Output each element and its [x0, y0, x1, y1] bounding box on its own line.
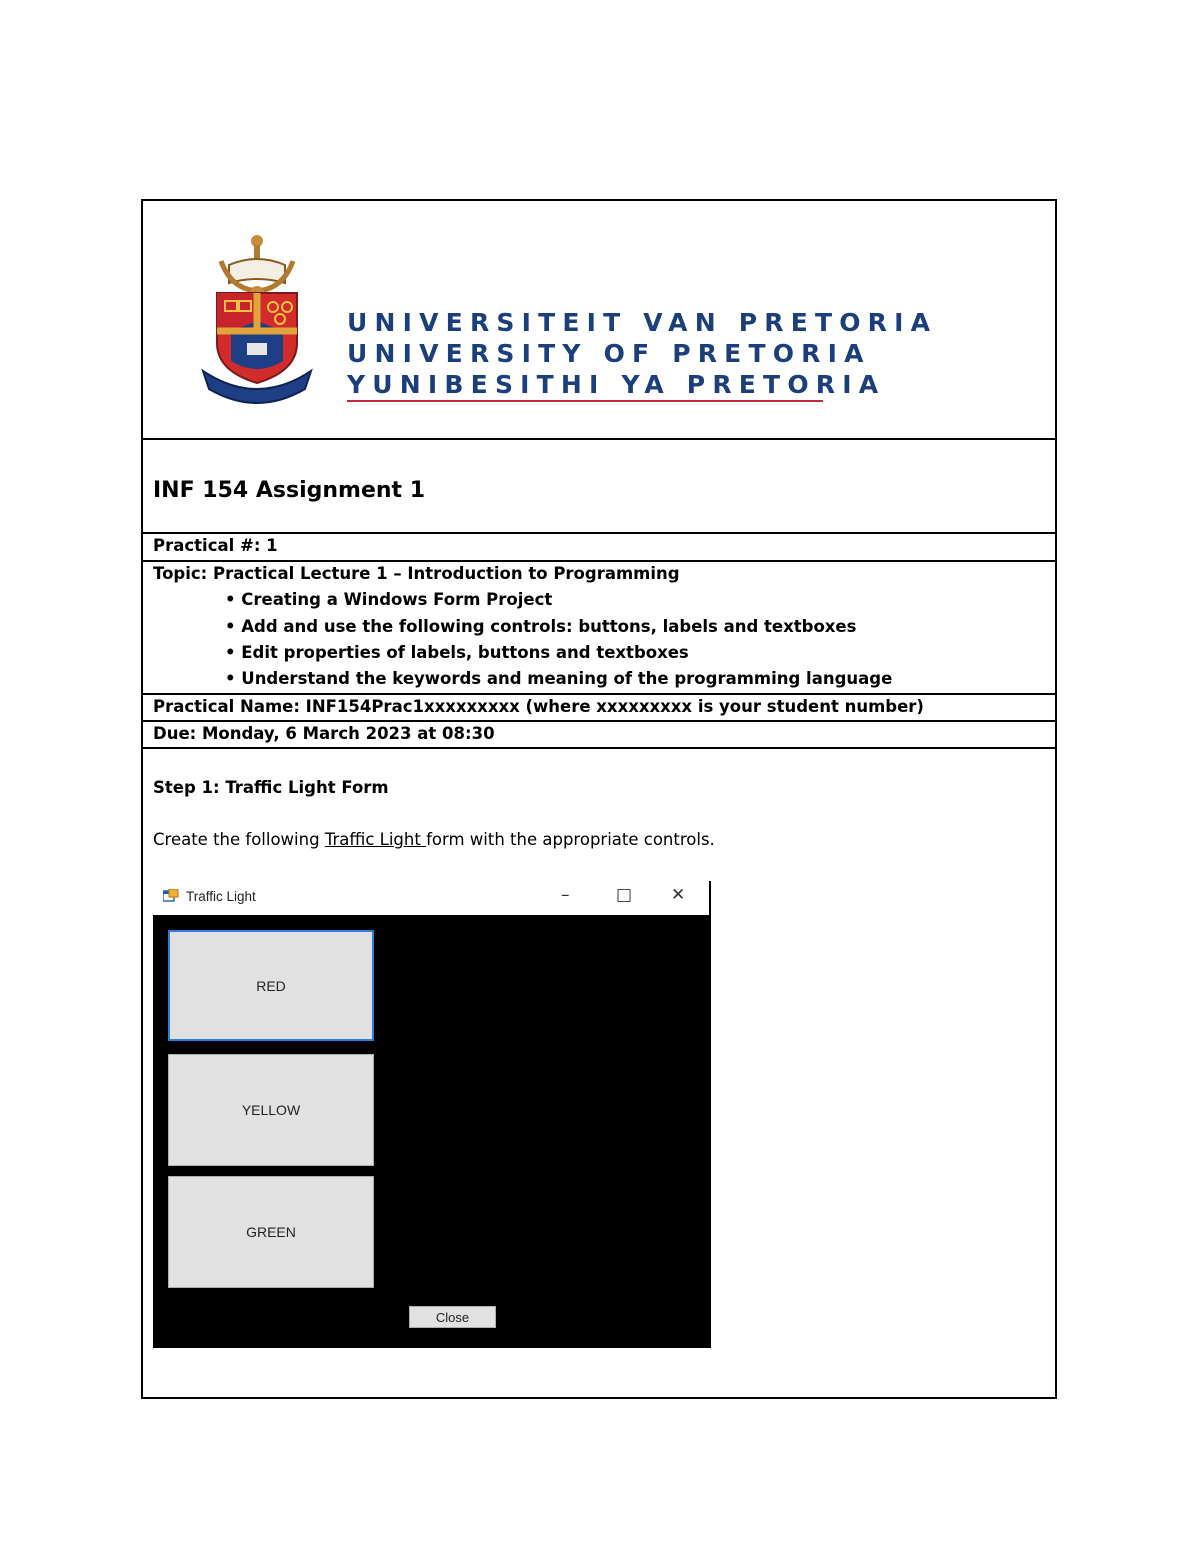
topic-item: • Add and use the following controls: buttons, labels and textboxes	[225, 617, 857, 636]
university-name	[347, 307, 937, 400]
due-date: Due: Monday, 6 March 2023 at 08:30	[153, 724, 495, 743]
instruction-text: Create the following	[153, 830, 325, 849]
university-name-sepedi: YUNIBESITHI YA PRETORIA	[347, 370, 886, 399]
divider	[143, 532, 1055, 534]
university-name-afrikaans: UNIVERSITEIT VAN PRETORIA	[347, 308, 938, 337]
red-button[interactable]: RED	[168, 930, 374, 1041]
university-name-english: UNIVERSITY OF PRETORIA	[347, 339, 871, 368]
yellow-button[interactable]: YELLOW	[168, 1054, 374, 1166]
logo-underline	[347, 400, 823, 402]
university-crest-icon	[201, 231, 313, 406]
form-app-icon	[163, 889, 179, 903]
traffic-light-window	[153, 881, 711, 1348]
form-client-area	[153, 915, 711, 1348]
green-button[interactable]: GREEN	[168, 1176, 374, 1288]
topic-item: • Creating a Windows Form Project	[225, 590, 553, 609]
topic-item: • Edit properties of labels, buttons and textboxes	[225, 643, 689, 662]
divider	[143, 693, 1055, 695]
divider	[143, 720, 1055, 722]
practical-name: Practical Name: INF154Prac1xxxxxxxxx (where xxxxxxxxx is your student number)	[153, 697, 924, 716]
minimize-icon[interactable]: –	[561, 885, 570, 905]
step-instruction	[153, 830, 715, 849]
topic-heading: Topic: Practical Lecture 1 – Introduction to Programming	[153, 564, 680, 583]
divider	[143, 747, 1055, 749]
maximize-icon[interactable]: □	[616, 885, 633, 905]
step-heading: Step 1: Traffic Light Form	[153, 778, 389, 797]
practical-number: Practical #: 1	[153, 536, 278, 555]
assignment-document	[141, 199, 1057, 1399]
divider	[143, 560, 1055, 562]
window-titlebar[interactable]	[153, 881, 711, 915]
topic-item: • Understand the keywords and meaning of the programming language	[225, 669, 893, 688]
divider	[143, 438, 1055, 440]
instruction-text: form with the appropriate controls.	[426, 830, 715, 849]
window-title: Traffic Light	[186, 889, 256, 904]
close-button[interactable]: Close	[409, 1306, 496, 1328]
university-header	[143, 201, 1055, 439]
instruction-form-name: Traffic Light	[324, 830, 427, 849]
close-icon[interactable]: ✕	[671, 885, 686, 905]
page-title: INF 154 Assignment 1	[153, 478, 426, 503]
